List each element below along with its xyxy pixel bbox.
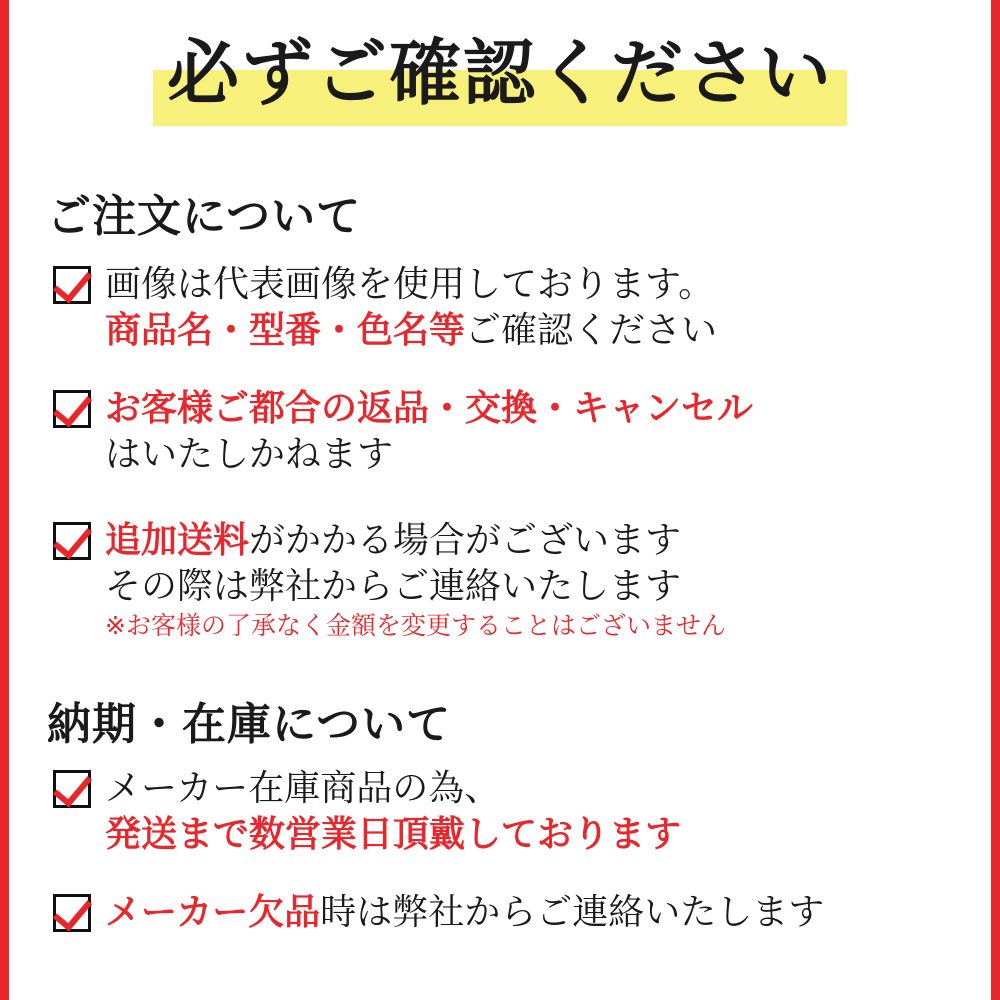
list-item-line: メーカー在庫商品の為、 [105,768,501,809]
section-heading-order: ご注文について [47,191,362,242]
checkbox-checked-icon [53,522,91,560]
list-item [53,518,963,643]
plain-text: ご確認ください [465,310,718,352]
list-item [53,262,963,354]
emphasis-text: 追加送料 [105,520,250,561]
list-item-line: 画像は代表画像を使用しております。 [105,264,715,305]
list-item-lines [105,766,963,858]
list-item-lines [105,890,963,936]
checkbox-checked-icon [53,390,91,428]
emphasis-text: メーカー欠品 [105,892,321,933]
list-item [53,890,963,936]
list-item-line: その際は弊社からご連絡いたします [105,566,682,608]
list-item-line: はいたしかねます [105,434,394,476]
section-heading-stock: 納期・在庫について [47,699,452,750]
list-item-lines [105,262,963,354]
page-title-wrapper [9,31,991,115]
list-item-note: ※お客様の了承なく金額を変更することはございません [105,611,726,641]
list-item-line [105,308,963,354]
list-item-line [105,518,963,564]
list-item [53,766,963,858]
list-item-line [105,890,963,936]
list-item-line: 発送まで数営業日頂戴しております [105,814,682,856]
emphasis-text: 商品名・型番・色名等 [105,310,466,352]
list-item [53,386,963,478]
page-title-text: 必ずご確認ください [166,31,833,115]
checkbox-checked-icon [53,770,91,808]
notice-content [9,0,991,1000]
list-item-lines [105,518,963,610]
checkbox-checked-icon [53,894,91,932]
plain-text: がかかる場合がございます [249,520,682,561]
plain-text: 時は弊社からご連絡いたします [320,892,825,933]
list-item-lines [105,386,963,478]
list-item-line: お客様ご都合の返品・交換・キャンセル [105,388,754,429]
checkbox-checked-icon [53,266,91,304]
page-title [153,31,847,115]
